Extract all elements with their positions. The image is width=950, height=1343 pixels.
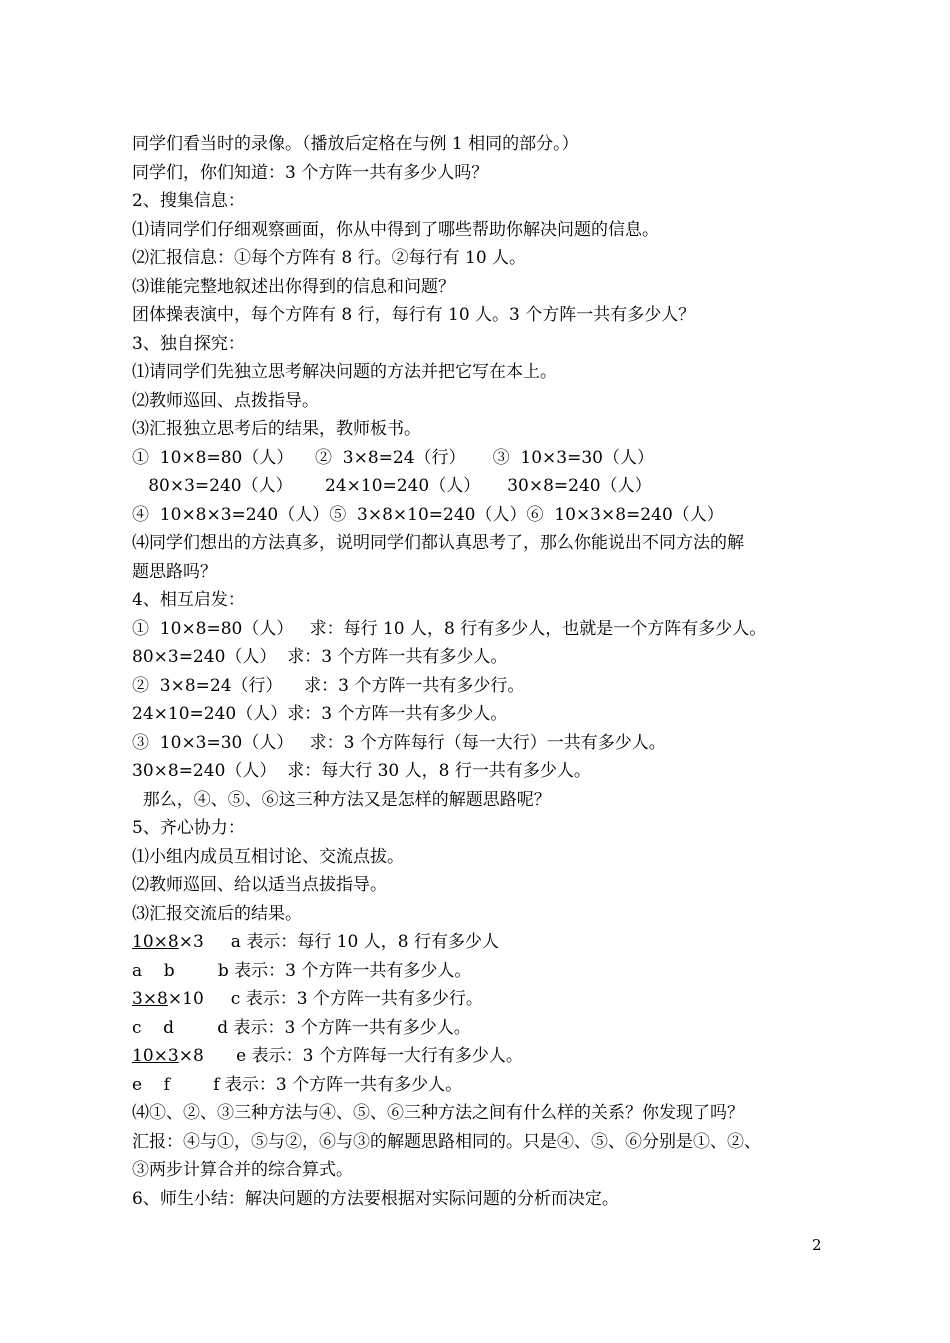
text-line: ③两步计算合并的综合算式。	[132, 1160, 353, 1180]
text-line: 题思路吗？	[132, 561, 217, 582]
text-line: ⑶汇报独立思考后的结果，教师板书。	[132, 419, 421, 439]
page-number: 2	[812, 1236, 822, 1254]
document-body	[132, 130, 832, 1213]
expression-text: ×8 e 表示：3 个方阵每一大行有多少人。	[178, 1046, 523, 1066]
text-line: ⑵汇报信息：①每个方阵有 8 行。②每行有 10 人。	[132, 248, 527, 268]
underlined-expression: 10×8	[132, 932, 179, 952]
section-heading: 2、搜集信息：	[132, 191, 245, 211]
text-line: ⑴小组内成员互相讨论、交流点拔。	[132, 846, 404, 867]
text-line: ⑶谁能完整地叙述出你得到的信息和问题？	[132, 276, 455, 297]
expression-line	[132, 928, 832, 957]
section-heading: 5、齐心协力：	[132, 818, 245, 838]
formula-line: ① 10×8=80（人） 求：每行 10 人，8 行有多少人，也就是一个方阵有多少人。	[132, 618, 767, 639]
text-line: 团体操表演中，每个方阵有 8 行，每行有 10 人。3 个方阵一共有多少人？	[132, 305, 696, 325]
expression-line	[132, 985, 832, 1014]
expression-text: ×3 a 表示：每行 10 人，8 行有多少人	[178, 932, 499, 952]
text-line: ⑴请同学们仔细观察画面，你从中得到了哪些帮助你解决问题的信息。	[132, 219, 659, 240]
text-line: 同学们，你们知道：3 个方阵一共有多少人吗？	[132, 162, 489, 183]
text-line: ⑶汇报交流后的结果。	[132, 903, 302, 924]
text-line: ⑷同学们想出的方法真多，说明同学们都认真思考了，那么你能说出不同方法的解	[132, 533, 744, 553]
expression-line	[132, 1042, 832, 1071]
text-line: ⑷①、②、③三种方法与④、⑤、⑥三种方法之间有什么样的关系？你发现了吗？	[132, 1103, 744, 1123]
section-heading: 3、独自探究：	[132, 333, 245, 354]
formula-line: ① 10×8=80（人） ② 3×8=24（行） ③ 10×3=30（人）	[132, 447, 654, 468]
underlined-expression: 10×3	[132, 1046, 179, 1066]
text-line: 汇报：④与①，⑤与②，⑥与③的解题思路相同的。只是④、⑤、⑥分别是①、②、	[132, 1131, 761, 1152]
formula-line: ④ 10×8×3=240（人）⑤ 3×8×10=240（人）⑥ 10×3×8=240（人）	[132, 504, 724, 525]
formula-line: 80×3=240（人） 24×10=240（人） 30×8=240（人）	[132, 476, 652, 496]
formula-line: 30×8=240（人） 求：每大行 30 人，8 行一共有多少人。	[132, 761, 591, 781]
expression-sub-line: a b b 表示：3 个方阵一共有多少人。	[132, 960, 472, 981]
text-line: ⑴请同学们先独立思考解决问题的方法并把它写在本上。	[132, 362, 557, 382]
expression-sub-line: e f f 表示：3 个方阵一共有多少人。	[132, 1074, 463, 1095]
formula-line: ③ 10×3=30（人） 求：3 个方阵每行（每一大行）一共有多少人。	[132, 732, 666, 753]
section-heading: 4、相互启发：	[132, 590, 245, 610]
text-line: ⑵教师巡回、给以适当点拔指导。	[132, 875, 387, 895]
formula-line: ② 3×8=24（行） 求：3 个方阵一共有多少行。	[132, 675, 525, 696]
text-line: ⑵教师巡回、点拨指导。	[132, 390, 319, 411]
formula-line: 80×3=240（人） 求：3 个方阵一共有多少人。	[132, 647, 508, 667]
text-line: 那么，④、⑤、⑥这三种方法又是怎样的解题思路呢？	[132, 789, 551, 810]
formula-line: 24×10=240（人）求：3 个方阵一共有多少人。	[132, 704, 508, 724]
underlined-expression: 3×8	[132, 989, 168, 1009]
expression-text: ×10 c 表示：3 个方阵一共有多少行。	[167, 989, 483, 1009]
expression-sub-line: c d d 表示：3 个方阵一共有多少人。	[132, 1017, 471, 1038]
text-line: 同学们看当时的录像。（播放后定格在与例 1 相同的部分。）	[132, 134, 579, 154]
section-heading: 6、师生小结：解决问题的方法要根据对实际问题的分析而决定。	[132, 1188, 619, 1209]
